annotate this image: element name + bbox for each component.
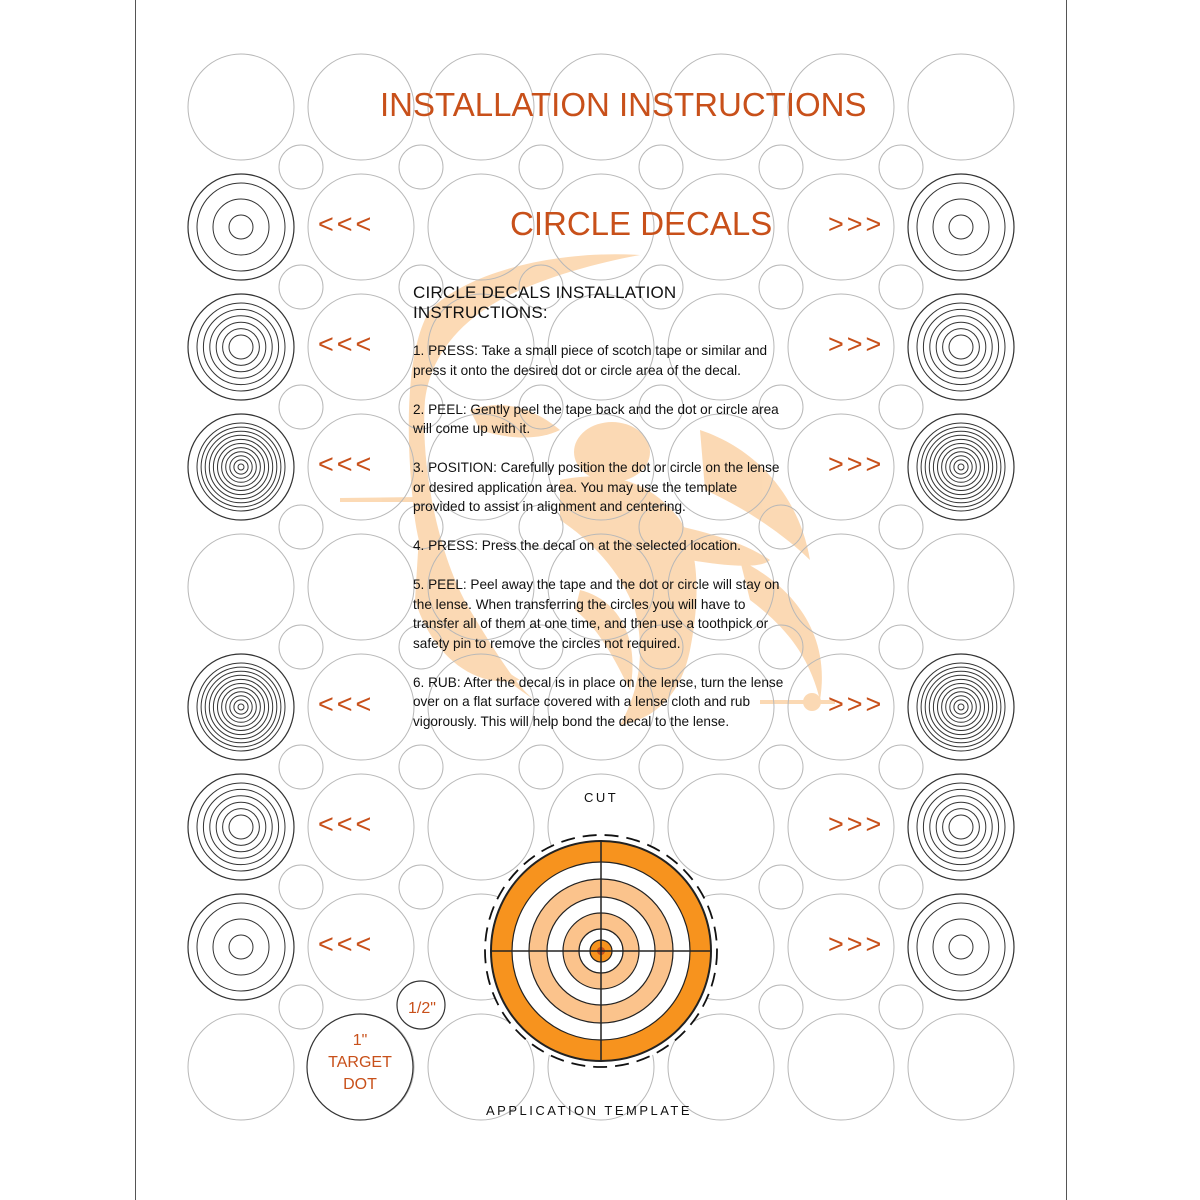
ring-decal — [908, 894, 1014, 1000]
right-arrow: >>> — [828, 809, 885, 839]
small-decal-circle — [639, 745, 683, 789]
small-decal-circle — [879, 145, 923, 189]
instruction-step: 3. POSITION: Carefully position the dot or circle on the lense or desired application area. You may use the template provided to assist in alignment and centering. — [413, 460, 780, 514]
instructions-block — [413, 283, 793, 751]
decal-circle — [188, 534, 294, 640]
small-decal-circle — [279, 145, 323, 189]
left-arrow: <<< — [318, 929, 375, 959]
decal-circle — [908, 534, 1014, 640]
decal-circle — [188, 1014, 294, 1120]
dot-label: DOT — [343, 1076, 377, 1093]
ring-decal — [908, 414, 1014, 520]
instruction-step: 5. PEEL: Peel away the tape and the dot or circle will stay on the lense. When transferring the circles you will have to transfer all of them at one time, and then use a toothpick or safety pin to remove the circles not required. — [413, 577, 780, 651]
decal-circle — [188, 54, 294, 160]
ring-decal — [908, 774, 1014, 880]
application-template-target — [485, 835, 717, 1067]
small-decal-circle — [279, 505, 323, 549]
small-decal-circle — [759, 145, 803, 189]
small-decal-circle — [279, 745, 323, 789]
one-inch-target-dot-label — [310, 1030, 410, 1096]
small-decal-circle — [879, 865, 923, 909]
small-decal-circle — [759, 985, 803, 1029]
left-arrow: <<< — [318, 329, 375, 359]
ring-decal — [188, 894, 294, 1000]
left-arrow: <<< — [318, 809, 375, 839]
target-label: TARGET — [328, 1054, 392, 1071]
right-arrow: >>> — [828, 329, 885, 359]
decal-circle — [668, 774, 774, 880]
ring-decal — [908, 174, 1014, 280]
small-decal-circle — [279, 985, 323, 1029]
small-decal-circle — [639, 145, 683, 189]
small-decal-circle — [879, 985, 923, 1029]
ring-decal — [188, 174, 294, 280]
ring-decal — [188, 654, 294, 760]
decal-circle — [788, 1014, 894, 1120]
small-decal-circle — [279, 265, 323, 309]
decal-circle — [308, 534, 414, 640]
decal-circle — [428, 774, 534, 880]
decal-circle — [908, 54, 1014, 160]
small-decal-circle — [519, 745, 563, 789]
instruction-step: 4. PRESS: Press the decal on at the selected location. — [413, 538, 741, 553]
one-inch-label: 1" — [352, 1032, 368, 1049]
small-decal-circle — [759, 865, 803, 909]
small-decal-circle — [399, 745, 443, 789]
page-title: INSTALLATION INSTRUCTIONS — [380, 86, 867, 123]
small-decal-circle — [279, 865, 323, 909]
ring-decal — [188, 414, 294, 520]
right-arrow: >>> — [828, 689, 885, 719]
small-decal-circle — [879, 505, 923, 549]
small-decal-circle — [879, 745, 923, 789]
small-decal-circle — [879, 625, 923, 669]
ring-decal — [908, 654, 1014, 760]
instruction-step: 2. PEEL: Gently peel the tape back and the dot or circle area will come up with it. — [413, 401, 779, 436]
small-decal-circle — [759, 745, 803, 789]
right-arrow: >>> — [828, 209, 885, 239]
instruction-step: 1. PRESS: Take a small piece of scotch tape or similar and press it onto the desired dot or circle area of the decal. — [413, 343, 768, 378]
right-arrow: >>> — [828, 929, 885, 959]
small-decal-circle — [279, 625, 323, 669]
application-template-label: APPLICATION TEMPLATE — [486, 1103, 693, 1118]
small-decal-circle — [399, 145, 443, 189]
small-decal-circle — [399, 865, 443, 909]
small-decal-circle — [879, 265, 923, 309]
left-arrow: <<< — [318, 689, 375, 719]
cut-label: CUT — [584, 790, 619, 805]
left-arrow: <<< — [318, 449, 375, 479]
instruction-step: 6. RUB: After the decal is in place on the lense, turn the lense over on a flat surface covered with a lense cloth and rub vigorously. This will help bond the decal to the lense. — [413, 674, 784, 729]
half-inch-label: 1/2" — [408, 1000, 436, 1017]
right-arrow: >>> — [828, 449, 885, 479]
small-decal-circle — [879, 385, 923, 429]
page-subtitle: CIRCLE DECALS — [510, 205, 773, 242]
left-arrow: <<< — [318, 209, 375, 239]
small-decal-circle — [519, 145, 563, 189]
instructions-heading: CIRCLE DECALS INSTALLATION INSTRUCTIONS: — [413, 283, 677, 322]
decal-circle — [908, 1014, 1014, 1120]
small-decal-circle — [279, 385, 323, 429]
